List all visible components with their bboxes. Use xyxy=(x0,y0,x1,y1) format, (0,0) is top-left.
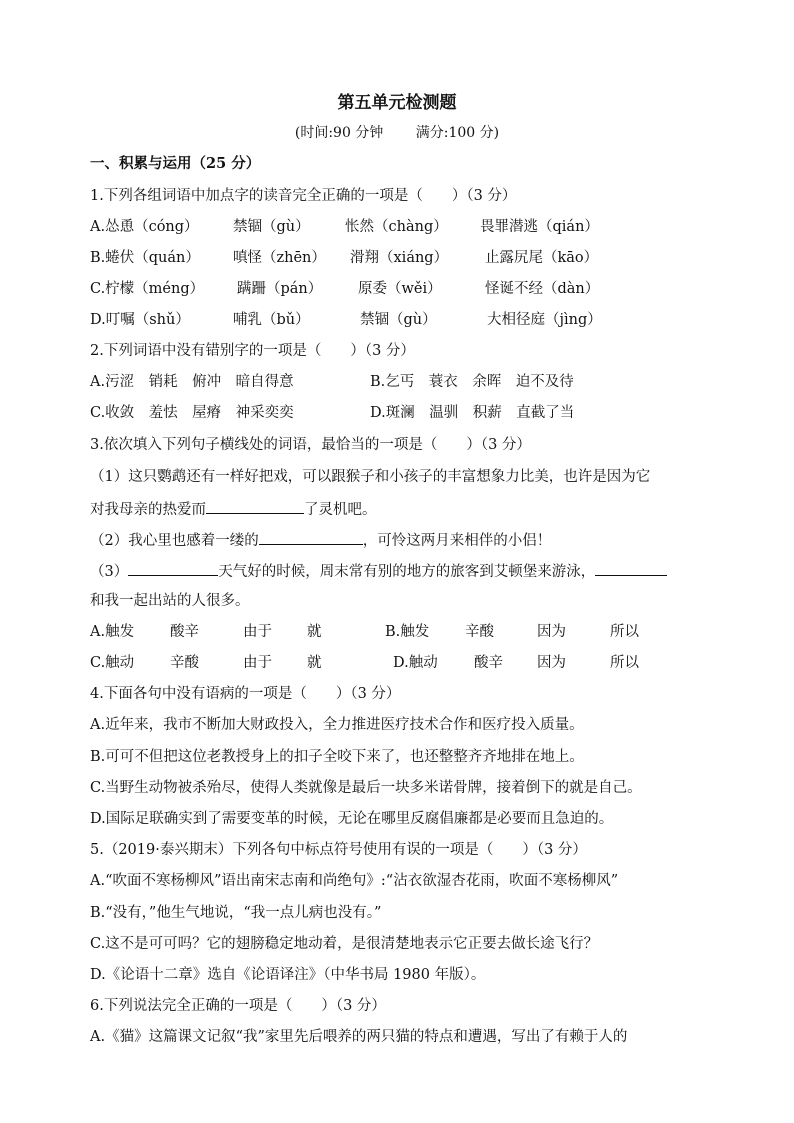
exam-title: 第五单元检测题 xyxy=(337,93,457,113)
q4-stem: 4.下面各句中没有语病的一项是（ ）（3 分） xyxy=(90,686,401,702)
q3-sentence3-line2: 和我一起出站的人很多。 xyxy=(90,593,250,609)
q2-option-b: B.乞丐 蓑衣 余晖 迫不及待 xyxy=(370,374,574,390)
q3-a-3: 由于 xyxy=(243,624,272,640)
full-score: 满分:100 分) xyxy=(415,125,500,141)
q3-c-4: 就 xyxy=(307,655,322,671)
q1-a-4: 畏罪潜逃（qián） xyxy=(480,219,599,235)
q5-option-a: A.“吹面不寒杨柳风”语出南宋志南和尚绝句》:“沾衣欲湿杏花雨，吹面不寒杨柳风” xyxy=(90,873,619,889)
q1-b-2: 嗔怪（zhēn） xyxy=(233,250,326,266)
section-heading: 一、积累与运用（25 分） xyxy=(90,155,261,172)
q3-a-1: A.触发 xyxy=(90,624,135,640)
q4-option-c: C.当野生动物被杀殆尽，使得人类就像是最后一块多米诺骨牌，接着倒下的就是自己。 xyxy=(90,780,642,796)
q6-option-a: A.《猫》这篇课文记叙“我”家里先后喂养的两只猫的特点和遭遇，写出了有赖于人的 xyxy=(90,1029,628,1045)
q3-d-4: 所以 xyxy=(610,655,639,671)
q3-b-3: 因为 xyxy=(537,624,566,640)
q3-sentence1-line2 xyxy=(90,497,377,521)
q3-s1-post: 了灵机吧。 xyxy=(304,502,377,518)
q4-option-a: A.近年来，我市不断加大财政投入，全力推进医疗技术合作和医疗投入质量。 xyxy=(90,717,584,733)
q3-b-4: 所以 xyxy=(610,624,639,640)
q3-s2-post: ，可怜这两月来相伴的小侣！ xyxy=(362,533,552,549)
q3-s1-pre: 对我母亲的热爱而 xyxy=(90,502,206,518)
q3-s3-pre: （3） xyxy=(90,564,129,580)
q3-d-1: D.触动 xyxy=(393,655,438,671)
q2-option-c: C.收敛 羞怯 屋瘠 神采奕奕 xyxy=(90,405,294,421)
q4-option-b: B.可可不但把这位老教授身上的扣子全咬下来了，也还整整齐齐地排在地上。 xyxy=(90,749,584,765)
q1-c-4: 怪诞不经（dàn） xyxy=(485,281,600,297)
q3-d-3: 因为 xyxy=(537,655,566,671)
q3-a-4: 就 xyxy=(307,624,322,640)
q2-option-d: D.斑澜 温驯 积薪 直截了当 xyxy=(370,405,575,421)
q4-option-d: D.国际足联确实到了需要变革的时候，无论在哪里反腐倡廉都是必要而且急迫的。 xyxy=(90,811,614,827)
q1-b-4: 止露尻尾（kāo） xyxy=(485,250,599,266)
q3-blank-1 xyxy=(206,497,304,514)
q2-option-a: A.污涩 销耗 俯冲 暗自得意 xyxy=(90,374,294,390)
q3-sentence1-line1: （1）这只鹦鹉还有一样好把戏，可以跟猴子和小孩子的丰富想象力比美，也许是因为它 xyxy=(90,469,651,485)
q3-b-2: 辛酸 xyxy=(465,624,494,640)
q1-a-1: A.怂恿（cóng） xyxy=(90,219,199,235)
q3-c-1: C.触动 xyxy=(90,655,135,671)
q1-d-4: 大相径庭（jìng） xyxy=(487,312,602,328)
q3-sentence2 xyxy=(90,528,551,552)
q3-s2-pre: （2）我心里也感着一缕的 xyxy=(90,533,259,549)
q3-b-1: B.触发 xyxy=(385,624,430,640)
q1-c-3: 原委（wěi） xyxy=(358,281,442,297)
time-limit: (时间:90 分钟 xyxy=(294,125,384,141)
q3-a-2: 酸辛 xyxy=(170,624,199,640)
q3-stem: 3.依次填入下列句子横线处的词语，最恰当的一项是（ ）（3 分） xyxy=(90,437,531,453)
q6-stem: 6.下列说法完全正确的一项是（ ）（3 分） xyxy=(90,998,386,1014)
q1-c-2: 蹒跚（pán） xyxy=(237,281,323,297)
q5-option-b: B.“没有，”他生气地说，“我一点儿病也没有。” xyxy=(90,905,382,921)
exam-subtitle xyxy=(0,122,794,142)
q3-d-2: 酸辛 xyxy=(474,655,503,671)
q3-blank-2 xyxy=(259,528,363,545)
q1-b-3: 滑翔（xiáng） xyxy=(350,250,449,266)
q1-a-3: 怅然（chàng） xyxy=(345,219,448,235)
q1-stem: 1.下列各组词语中加点字的读音完全正确的一项是（ ）（3 分） xyxy=(90,188,517,204)
q1-b-1: B.蜷伏（quán） xyxy=(90,250,200,266)
q3-s3-mid: 天气好的时候，周末常有别的地方的旅客到艾顿堡来游泳， xyxy=(218,564,596,580)
q1-c-1: C.柠檬（méng） xyxy=(90,281,205,297)
q1-d-2: 哺乳（bǔ） xyxy=(233,312,310,328)
q3-c-2: 辛酸 xyxy=(170,655,199,671)
q3-blank-3 xyxy=(128,559,218,576)
q1-d-3: 禁锢（gù） xyxy=(360,312,437,328)
q5-option-c: C.这不是可可吗？它的翅膀稳定地动着，是很清楚地表示它正要去做长途飞行？ xyxy=(90,936,599,952)
q2-stem: 2.下列词语中没有错别字的一项是（ ）（3 分） xyxy=(90,343,415,359)
q5-option-d: D.《论语十二章》选自《论语译注》（中华书局 1980 年版）。 xyxy=(90,967,486,983)
q3-c-3: 由于 xyxy=(243,655,272,671)
q1-a-2: 禁锢（gù） xyxy=(233,219,310,235)
q1-d-1: D.叮嘱（shǔ） xyxy=(90,312,190,328)
q3-blank-4 xyxy=(595,559,667,576)
q3-sentence3 xyxy=(90,559,667,583)
q5-stem: 5.（2019·泰兴期末）下列各句中标点符号使用有误的一项是（ ）（3 分） xyxy=(90,842,587,858)
